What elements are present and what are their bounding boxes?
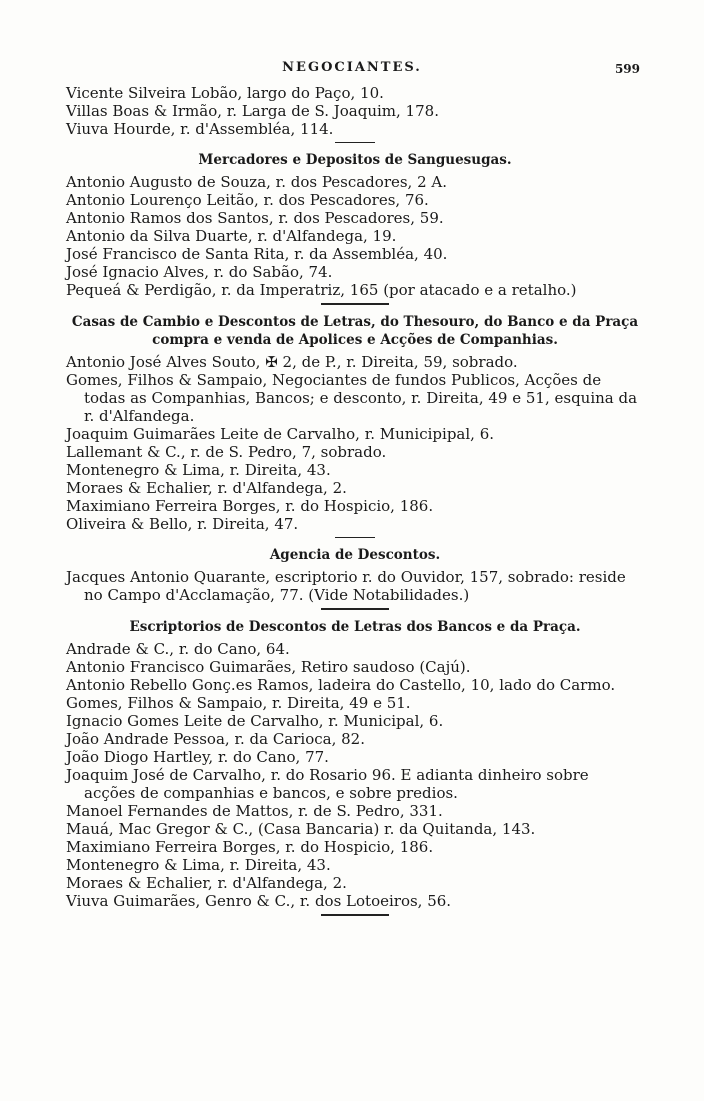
list-item: Jacques Antonio Quarante, escriptorio r. do Ouvidor, 157, sobrado: reside no Campo d'Acclamação, 77. (Vide Notabilidades.) <box>66 568 626 604</box>
list-item: Antonio da Silva Duarte, r. d'Alfandega, 19. <box>66 227 397 245</box>
list-item: Lallemant & C., r. de S. Pedro, 7, sobrado. <box>66 443 387 461</box>
divider <box>335 537 375 538</box>
list-item: Pequeá & Perdigão, r. da Imperatriz, 165 (por atacado e a retalho.) <box>66 281 577 299</box>
list-item: João Andrade Pessoa, r. da Carioca, 82. <box>66 730 365 748</box>
list-item: Viuva Guimarães, Genro & C., r. dos Lotoeiros, 56. <box>66 892 452 910</box>
list-item: Antonio Rebello Gonç.es Ramos, ladeira do Castello, 10, lado do Carmo. <box>66 676 616 694</box>
page-content <box>66 84 644 924</box>
list-item: Gomes, Filhos & Sampaio, Negociantes de fundos Publicos, Acções de todas as Companhias, Bancos; e desconto, r. Direita, 49 e 51, esquina da r. d'Alfandega. <box>66 371 638 425</box>
list-item: Mauá, Mac Gregor & C., (Casa Bancaria) r. da Quitanda, 143. <box>66 820 536 838</box>
list-item: Antonio Augusto de Souza, r. dos Pescadores, 2 A. <box>66 173 448 191</box>
list-item: Andrade & C., r. do Cano, 64. <box>66 640 290 658</box>
list-item: Viuva Hourde, r. d'Assembléa, 114. <box>66 120 334 138</box>
section-title-escriptorios: Escriptorios de Descontos de Letras dos Bancos e da Praça. <box>129 619 581 635</box>
list-item: José Francisco de Santa Rita, r. da Assembléa, 40. <box>66 245 448 263</box>
list-item: Moraes & Echalier, r. d'Alfandega, 2. <box>66 874 347 892</box>
divider <box>321 303 389 305</box>
page-title: NEGOCIANTES. <box>282 60 422 75</box>
section-title-sanguesugas: Mercadores e Depositos de Sanguesugas. <box>198 152 512 168</box>
list-item: Antonio Ramos dos Santos, r. dos Pescadores, 59. <box>66 209 444 227</box>
divider <box>335 142 375 143</box>
page-number: 599 <box>614 62 640 76</box>
list-item: Gomes, Filhos & Sampaio, r. Direita, 49 e 51. <box>66 694 411 712</box>
list-item: José Ignacio Alves, r. do Sabão, 74. <box>66 263 333 281</box>
list-item: Ignacio Gomes Leite de Carvalho, r. Municipal, 6. <box>66 712 444 730</box>
list-item: Joaquim Guimarães Leite de Carvalho, r. Municipipal, 6. <box>66 425 495 443</box>
list-item: Montenegro & Lima, r. Direita, 43. <box>66 856 331 874</box>
list-item: Maximiano Ferreira Borges, r. do Hospicio, 186. <box>66 838 434 856</box>
divider <box>321 914 389 916</box>
list-item: Montenegro & Lima, r. Direita, 43. <box>66 461 331 479</box>
list-item: Moraes & Echalier, r. d'Alfandega, 2. <box>66 479 347 497</box>
list-item: Oliveira & Bello, r. Direita, 47. <box>66 515 299 533</box>
list-item: Joaquim José de Carvalho, r. do Rosario 96. E adianta dinheiro sobre acções de companhias e bancos, e sobre predios. <box>66 766 589 802</box>
section-title-agencia: Agencia de Descontos. <box>269 547 441 563</box>
list-item: Antonio Lourenço Leitão, r. dos Pescadores, 76. <box>66 191 429 209</box>
list-item: Vicente Silveira Lobão, largo do Paço, 10. <box>66 84 384 102</box>
list-item: Maximiano Ferreira Borges, r. do Hospicio, 186. <box>66 497 434 515</box>
list-item: Manoel Fernandes de Mattos, r. de S. Pedro, 331. <box>66 802 443 820</box>
divider <box>321 608 389 610</box>
list-item: Villas Boas & Irmão, r. Larga de S. Joaquim, 178. <box>66 102 439 120</box>
list-item: Antonio Francisco Guimarães, Retiro saudoso (Cajú). <box>66 658 471 676</box>
section-title-cambio: Casas de Cambio e Descontos de Letras, do Thesouro, do Banco e da Praça compra e venda de Apolices e Acções de Companhias. <box>71 314 639 348</box>
list-item: João Diogo Hartley, r. do Cano, 77. <box>66 748 329 766</box>
list-item: Antonio José Alves Souto, ✠ 2, de P., r. Direita, 59, sobrado. <box>66 353 518 371</box>
